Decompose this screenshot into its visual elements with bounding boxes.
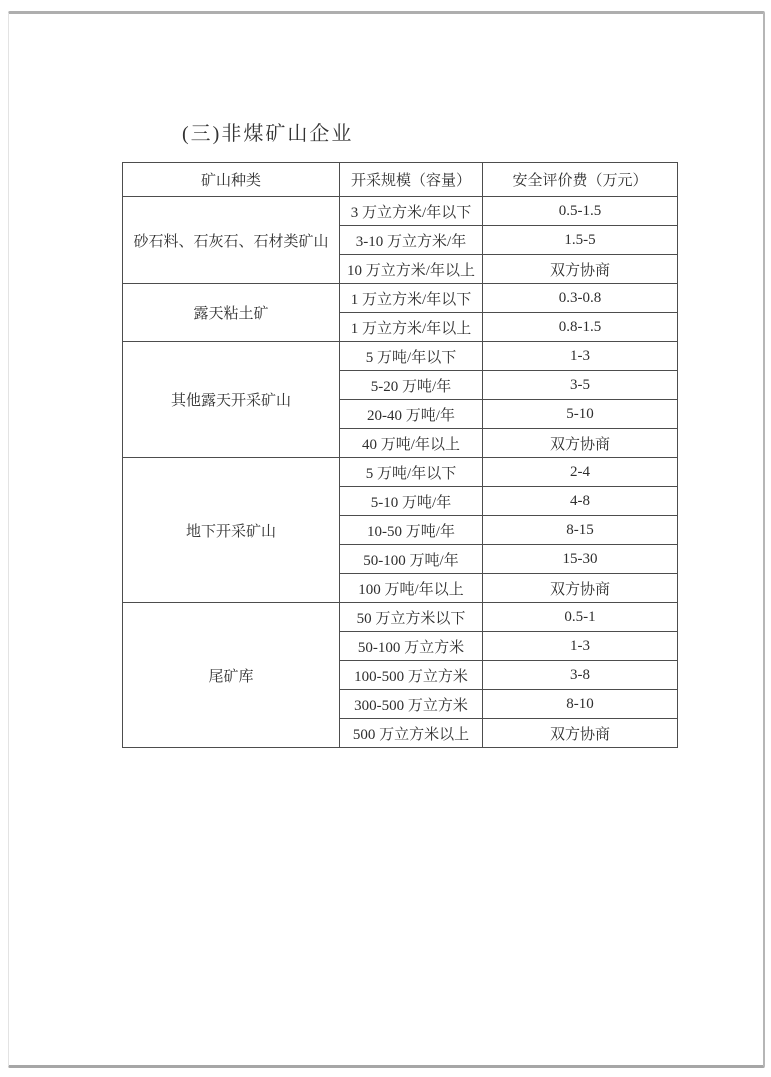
fee-cell: 1.5-5 (483, 226, 678, 255)
fee-cell: 0.8-1.5 (483, 313, 678, 342)
category-cell: 其他露天开采矿山 (123, 342, 340, 458)
header-mining-scale: 开采规模（容量） (340, 163, 483, 197)
scale-cell: 20-40 万吨/年 (340, 400, 483, 429)
scale-cell: 300-500 万立方米 (340, 690, 483, 719)
scale-cell: 100 万吨/年以上 (340, 574, 483, 603)
scale-cell: 100-500 万立方米 (340, 661, 483, 690)
section-title: (三)非煤矿山企业 (182, 123, 354, 145)
fee-cell: 0.5-1 (483, 603, 678, 632)
fee-cell: 4-8 (483, 487, 678, 516)
header-mine-type: 矿山种类 (123, 163, 340, 197)
scale-cell: 1 万立方米/年以上 (340, 313, 483, 342)
fee-cell: 双方协商 (483, 574, 678, 603)
scale-cell: 50-100 万吨/年 (340, 545, 483, 574)
scale-cell: 10 万立方米/年以上 (340, 255, 483, 284)
fee-cell: 15-30 (483, 545, 678, 574)
fee-cell: 0.5-1.5 (483, 197, 678, 226)
scale-cell: 50-100 万立方米 (340, 632, 483, 661)
fee-cell: 8-10 (483, 690, 678, 719)
category-cell: 地下开采矿山 (123, 458, 340, 603)
category-cell: 砂石料、石灰石、石材类矿山 (123, 197, 340, 284)
table-row (123, 284, 678, 313)
fee-cell: 双方协商 (483, 719, 678, 748)
fee-cell: 3-5 (483, 371, 678, 400)
category-cell: 露天粘土矿 (123, 284, 340, 342)
table-header-row (123, 163, 678, 197)
table-row (123, 342, 678, 371)
scale-cell: 3 万立方米/年以下 (340, 197, 483, 226)
fee-cell: 1-3 (483, 632, 678, 661)
table-row (123, 603, 678, 632)
fee-cell: 3-8 (483, 661, 678, 690)
table-row (123, 458, 678, 487)
scale-cell: 40 万吨/年以上 (340, 429, 483, 458)
fee-cell: 双方协商 (483, 429, 678, 458)
scale-cell: 5-10 万吨/年 (340, 487, 483, 516)
scale-cell: 5 万吨/年以下 (340, 458, 483, 487)
fee-cell: 0.3-0.8 (483, 284, 678, 313)
scale-cell: 50 万立方米以下 (340, 603, 483, 632)
category-cell: 尾矿库 (123, 603, 340, 748)
scale-cell: 1 万立方米/年以下 (340, 284, 483, 313)
fee-cell: 双方协商 (483, 255, 678, 284)
scale-cell: 500 万立方米以上 (340, 719, 483, 748)
scale-cell: 10-50 万吨/年 (340, 516, 483, 545)
fee-cell: 1-3 (483, 342, 678, 371)
fee-cell: 5-10 (483, 400, 678, 429)
header-safety-fee: 安全评价费（万元） (483, 163, 678, 197)
scale-cell: 5-20 万吨/年 (340, 371, 483, 400)
fee-cell: 8-15 (483, 516, 678, 545)
table-row (123, 197, 678, 226)
scale-cell: 3-10 万立方米/年 (340, 226, 483, 255)
scale-cell: 5 万吨/年以下 (340, 342, 483, 371)
fee-table (122, 162, 678, 748)
document-page (8, 11, 765, 1068)
fee-cell: 2-4 (483, 458, 678, 487)
